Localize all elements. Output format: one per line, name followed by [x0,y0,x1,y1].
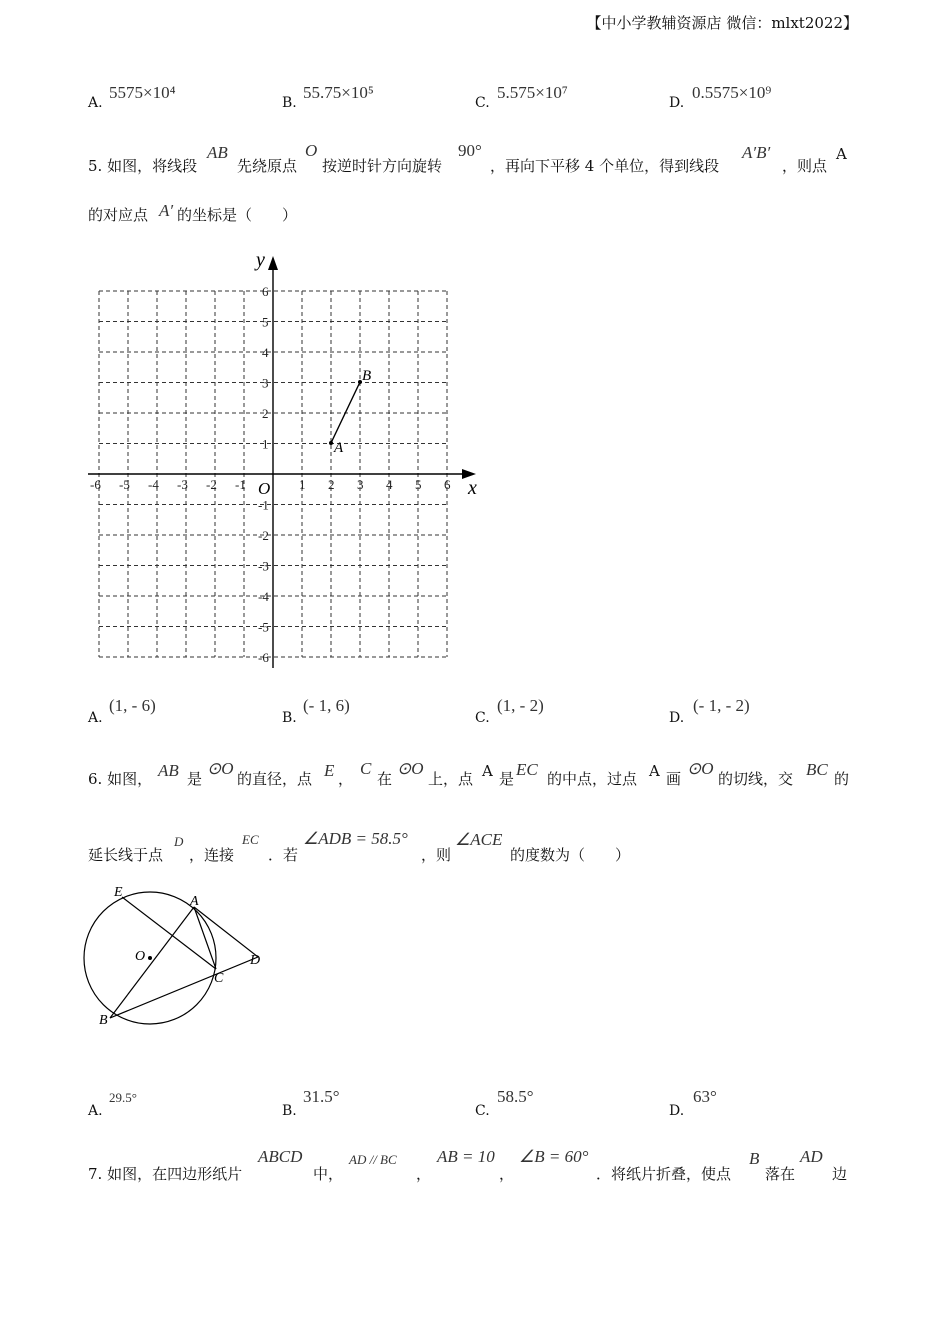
q5-text-7: 的坐标是（ ） [177,206,298,224]
q5-math-ap: A′ [159,201,174,220]
x-tick-label: 1 [299,477,306,492]
q7-text-4: ， [499,1165,515,1183]
q5-text-6: 的对应点 [88,206,149,224]
point-b-label: B [362,368,372,384]
q4-option-a-value: 5575×10⁴ [109,83,176,102]
q6-text-6b: A [482,762,493,780]
q6-math-circle-o-3: ⊙O [687,759,714,778]
point-a [329,441,333,445]
q6-option-b-value: 31.5° [303,1087,340,1106]
q6-math-ec: EC [242,832,259,847]
q6-text-9: 画 [666,770,682,788]
q6-text-3: 的直径，点 [237,770,313,788]
label-a: A [190,894,199,909]
q6-text-8b: A [649,762,660,780]
q6-text-1: 6. 如图， [88,770,153,788]
q6-math-arc-ec: EC [516,760,538,779]
q4-option-a-letter: A. [88,95,103,111]
q5-math-ab: AB [207,143,228,162]
q7-text-3: ， [416,1165,432,1183]
line-bd [110,957,258,1018]
q4-option-b-value: 55.75×10⁵ [303,83,374,102]
q6-text-13: ，连接 [189,846,235,864]
q5-option-c-letter: C. [475,710,490,726]
q5-option-a-letter: A. [88,710,103,726]
q5-text-3: 按逆时针方向旋转 [322,157,443,175]
q6-math-angle-ace: ∠ACE [455,830,503,849]
q6-text-6: 上，点 [428,770,474,788]
q5-option-c-value: (1, - 2) [497,696,544,715]
q6-circle-figure [80,878,280,1038]
y-tick-label: -5 [258,619,269,635]
q6-math-circle-o-1: ⊙O [207,759,234,778]
x-tick-labels [90,477,451,492]
q7-math-angle-b: ∠B = 60° [519,1147,589,1166]
origin-label: O [258,479,271,498]
y-axis-label: y [256,249,265,271]
y-tick-label: -3 [258,558,269,574]
x-tick-label: -6 [90,477,101,492]
q7-math-b: B [749,1149,760,1168]
q6-text-12: 延长线于点 [88,846,164,864]
q5-text-1: 5. 如图，将线段 [88,157,198,175]
q5-math-o: O [305,141,318,160]
x-axis-label: x [468,477,477,499]
y-tick-label: 6 [262,284,269,299]
x-tick-label: 4 [386,477,393,492]
y-tick-label: 4 [262,345,269,360]
q7-text-1: 7. 如图，在四边形纸片 [88,1165,243,1183]
q6-math-ab: AB [158,761,179,780]
x-tick-label: -5 [119,477,130,492]
label-e: E [114,885,123,900]
q6-text-8: 的中点，过点 [547,770,638,788]
y-tick-label: -1 [258,497,269,513]
q6-math-bc: BC [806,760,828,779]
x-tick-label: -1 [235,477,246,492]
q5-option-a-value: (1, - 6) [109,696,156,715]
q6-text-7: 是 [499,770,515,788]
q6-option-d-value: 63° [693,1087,717,1106]
q5-math-apbp: A′B′ [742,143,771,162]
q5-math-90: 90° [458,141,482,160]
q5-coordinate-graph [80,248,500,678]
y-axis-arrow-icon [268,256,278,270]
q6-text-16: 的度数为（ ） [510,846,631,864]
y-tick-label: 1 [262,436,269,452]
q5-option-b-value: (- 1, 6) [303,696,350,715]
q4-option-c-letter: C. [475,95,490,111]
q4-option-c-value: 5.575×10⁷ [497,83,568,102]
q6-option-c-value: 58.5° [497,1087,534,1106]
label-d: D [250,953,261,968]
q4-option-d-value: 0.5575×10⁹ [692,83,772,102]
q4-option-b-letter: B. [282,95,297,111]
x-tick-label: 5 [415,477,422,492]
y-tick-label: -2 [258,528,269,543]
q6-option-d-letter: D. [669,1103,685,1119]
q6-math-d: D [174,834,184,849]
q6-math-angle-adb: ∠ADB = 58.5° [303,829,408,848]
q5-text-2: 先绕原点 [237,157,298,175]
x-tick-label: -4 [148,477,159,492]
q5-text-4: ，再向下平移 4 个单位，得到线段 [490,157,720,175]
q7-text-2: 中， [313,1165,344,1183]
q6-text-10: 的切线，交 [718,770,794,788]
q6-option-a-letter: A. [88,1103,103,1119]
q6-text-11: 的 [834,770,850,788]
center-o [148,956,152,960]
q7-math-ad-parallel-bc: AD // BC [349,1152,397,1167]
q6-option-c-letter: C. [475,1103,490,1119]
x-tick-label: -2 [206,477,217,492]
page-header: 【中小学教辅资源店 微信：mlxt2022】 [586,14,858,32]
q6-text-15: ，则 [421,846,452,864]
q6-text-4: ， [338,770,354,788]
q6-text-14: ．若 [268,846,299,864]
q6-text-2: 是 [187,770,203,788]
x-tick-label: 6 [444,477,451,492]
q6-option-a-value: 29.5° [109,1090,137,1105]
x-tick-label: 2 [328,477,335,492]
q6-option-b-letter: B. [282,1103,297,1119]
diameter-ab [110,907,194,1018]
q5-text-5: ，则点 [782,157,828,175]
q7-math-ad: AD [800,1147,823,1166]
q5-text-5b: A [836,145,847,163]
q5-option-d-value: (- 1, - 2) [693,696,750,715]
q5-option-b-letter: B. [282,710,297,726]
label-b: B [99,1013,108,1028]
y-tick-label: 2 [262,406,269,421]
q5-option-d-letter: D. [669,710,685,726]
q6-math-c: C [360,759,372,778]
y-tick-label: 3 [262,375,269,391]
q6-math-e: E [324,761,335,780]
point-a-label: A [334,440,344,456]
y-tick-label: 5 [262,314,269,330]
y-tick-label: -6 [258,650,269,665]
q7-math-abcd: ABCD [258,1147,303,1166]
segment-ab [331,382,360,443]
x-tick-label: -3 [177,477,188,492]
q7-text-5: ．将纸片折叠，使点 [596,1165,732,1183]
label-c: C [214,971,224,986]
label-o: O [135,949,146,964]
q6-math-circle-o-2: ⊙O [397,759,424,778]
q7-text-6: 落在 [765,1165,796,1183]
q7-text-7: 边 [832,1165,848,1183]
q4-option-d-letter: D. [669,95,685,111]
tangent-ad [194,907,258,957]
q7-math-ab-10: AB = 10 [437,1147,495,1166]
x-tick-label: 3 [357,477,364,492]
y-tick-label: -4 [258,589,269,604]
q6-text-5: 在 [377,770,393,788]
